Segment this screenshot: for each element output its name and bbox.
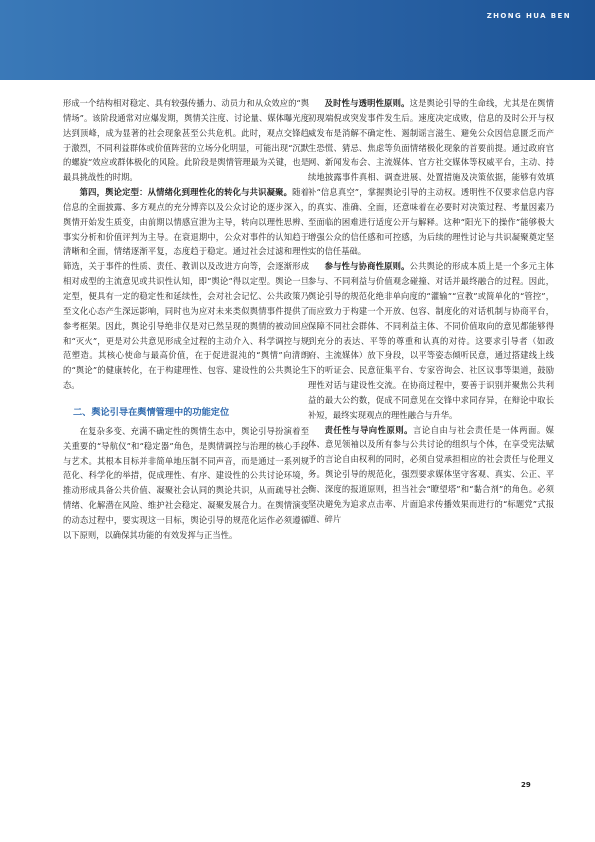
journal-masthead: ZHONG HUA BEN	[486, 12, 571, 20]
run-in-heading: 第四，舆论定型：从情绪化到理性化的转化与共识凝聚。	[79, 187, 293, 198]
body-paragraph	[308, 423, 554, 527]
run-in-heading: 责任性与导向性原则。	[324, 424, 414, 435]
body-paragraph	[63, 185, 309, 393]
right-column	[308, 96, 554, 526]
section-heading: 二、舆论引导在舆情管理中的功能定位	[73, 406, 230, 418]
left-column	[63, 96, 309, 543]
page-number: 29	[521, 781, 531, 789]
paragraph-text: 公共舆论的形成本质上是一个多元主体参与、不同利益与价值观念碰撞、对话并最终融合的过程。因此，舆论引导的规范化绝非单向度的“灌输”“宣教”或简单化的“管控”，而应致力于构建一个开放、包容、制度化的对话机制与协商平台，保障不同社会群体、不同利益主体、不同价值取向的意见都能够得到充分的表达、平等的尊重和认真的对待。这要求引导者（如政府、主流媒体）放下身段，以平等姿态倾听民意，通过搭建线上线下的听证会、民意征集平台、专家咨询会、社区议事等渠道，鼓励理性对话与建设性交流。在协商过程中，要善于识别并聚焦公共利益的最大公约数，促成不同意见在交锋中求同存异，在辩论中取长补短，最终实现观点的理性融合与升华。	[308, 261, 554, 420]
run-in-heading: 及时性与透明性原则。	[324, 98, 410, 108]
body-paragraph	[308, 259, 554, 422]
body-paragraph	[308, 96, 554, 259]
paragraph-text: 这是舆论引导的生命线，尤其是在舆情初现端倪或突发事件发生后。速度决定成败，信息的及时公开与权威发布是消解不确定性、遏制谣言滋生、避免公众因信息匮乏而产生恐慌、猜忌、焦虑等负面情绪极化现象的首要前提。通过政府官网、新闻发布会、主流媒体、官方社交媒体等权威平台，主动、持续地披露事件真相、调查进展、处置措施及决策依据，能够有效填补“信息真空”，掌握舆论引导的主动权。透明性不仅要求信息内容的真实、准确、全面，还意味着在必要时对决策过程、考量因素乃至面临的困难进行适度公开与解释。这种“阳光下的操作”能够极大增强公众的信任感和可控感，为后续的理性讨论与共识凝聚奠定坚实的信任基础。	[308, 98, 554, 257]
body-paragraph: 形成一个结构相对稳定、具有较强传播力、动员力和从众效应的“舆情场”。该阶段通常对应爆发期，舆情关注度、讨论量、媒体曝光度达到顶峰，成为显著的社会现象甚至公共危机。此时，观点交锋趋于激烈，不同利益群体或价值阵营的立场分化明显，可能出现“沉默的螺旋”效应或群体极化的风险。此阶段是舆情管理最为关键，也是最具挑战性的时期。	[63, 98, 309, 183]
paragraph-text: 随着信息的全面披露、多方观点的充分博弈以及公众讨论的逐步深入，舆情开始发生质变，由前期以情感宣泄为主导，转向以理性思辨、事实分析和价值评判为主导。在衰退期中，公众对事件的认知趋于清晰和全面，情绪逐渐平复，态度趋于稳定。通过社会过滤和理性筛选，关于事件的性质、责任、教训以及改进方向等，会逐渐形成相对成型的主流意见或共识性认知，即“舆论”得以定型。舆论一旦定型，便具有一定的稳定性和延续性，会对社会记忆、公共政策乃至文化心态产生深远影响，同时也为应对未来类似舆情事件提供了参考框架。因此，舆论引导绝非仅是对已然呈现的舆情的被动回应和“灭火”，更是对公共意见形成全过程的主动介入、科学调控与规范塑造。其核心使命与最高价值，在于促进混沌的“舆情”向清朗的“舆论”的健康转化，在于构建理性、包容、建设性的公共舆论生态。	[63, 187, 309, 391]
body-paragraph: 在复杂多变、充满不确定性的舆情生态中，舆论引导扮演着至关重要的“导航仪”和“稳定器”角色，是舆情调控与治理的核心手段与艺术。其根本目标并非简单地压制不同声音，而是通过一系列规范化、科学化的举措，促成理性、有序、建设性的公共讨论环境，推动形成具备公共价值、凝聚社会认同的舆论共识，从而疏导社会情绪、化解潜在风险、维护社会稳定、凝聚发展合力。在舆情演变的动态过程中，要实现这一目标，舆论引导的规范化运作必须遵循以下原则，以确保其功能的有效发挥与正当性。	[63, 425, 309, 540]
paragraph-text: 言论自由与社会责任是一体两面。媒体、意见领袖以及所有参与公共讨论的组织与个体，在享受宪法赋予的言论自由权利的同时，必须自觉承担相应的社会责任与伦理义务。舆论引导的规范化，强烈要求媒体坚守客观、真实、公正、平衡、深度的报道原则，担当社会“瞭望塔”和“黏合剂”的角色。必须坚决避免为追求点击率、片面追求传播效果而进行的“标题党”式报道、碎片	[308, 424, 554, 524]
run-in-heading: 参与性与协商性原则。	[324, 261, 410, 272]
